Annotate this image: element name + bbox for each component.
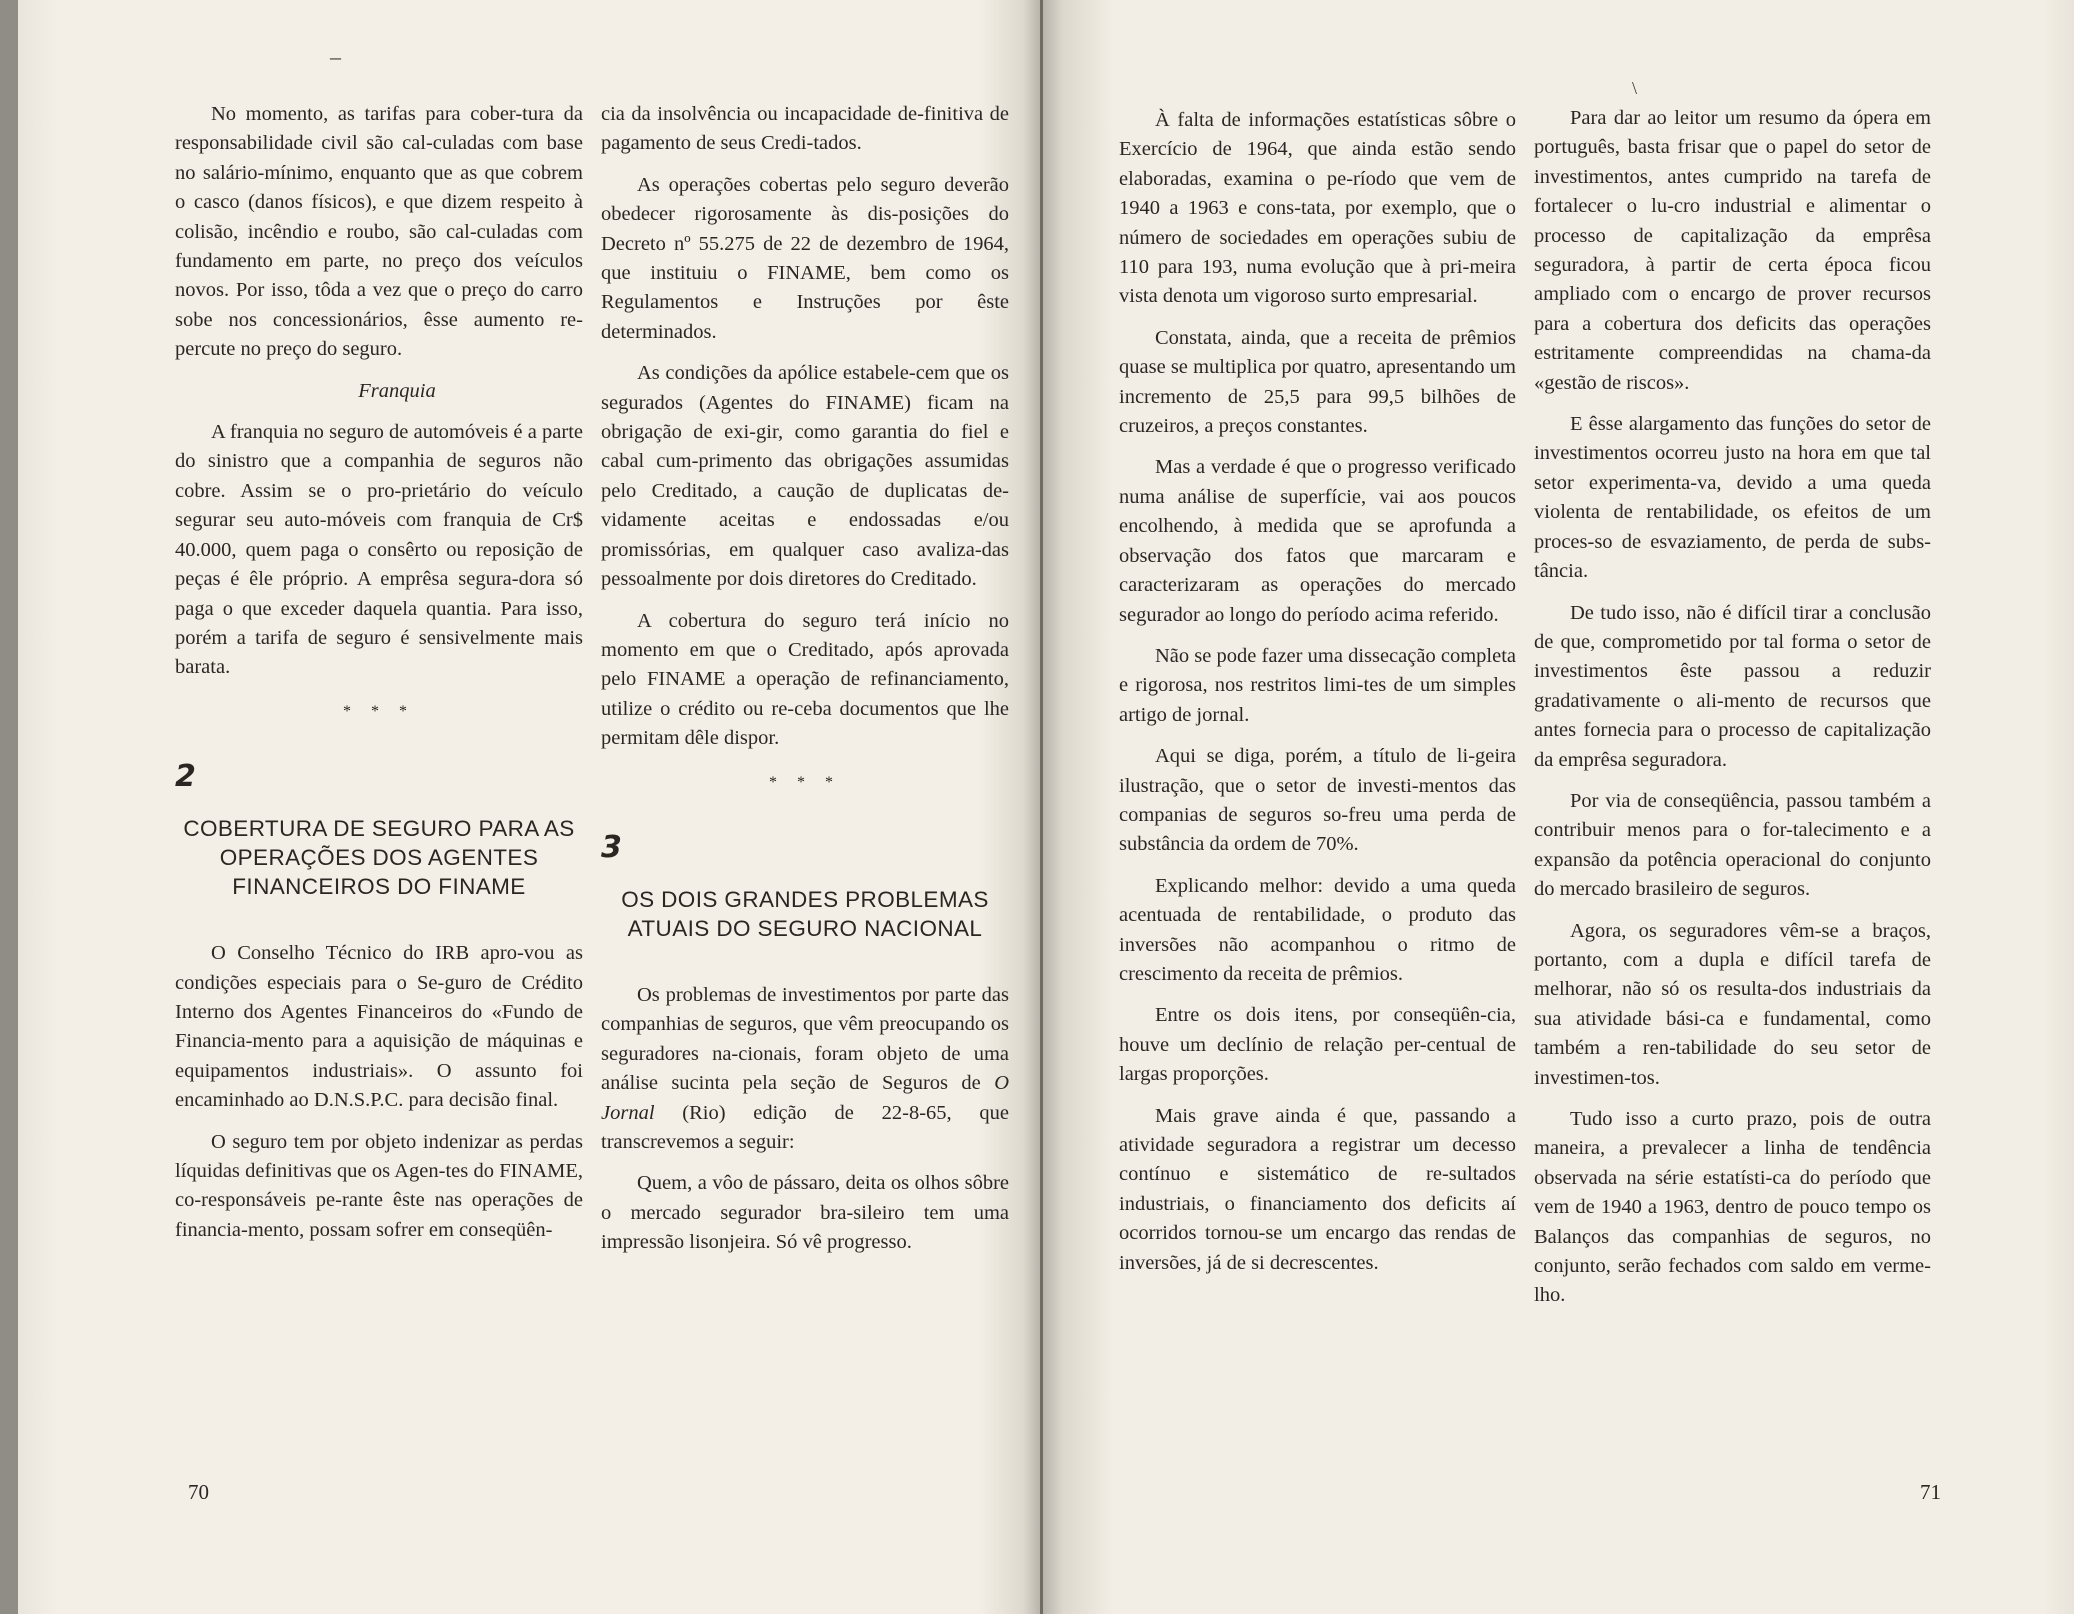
paragraph: Entre os dois itens, por conseqüên-cia, houve um declínio de relação per-centual de largas proporções. [1119, 1004, 1516, 1086]
paragraph [601, 981, 1009, 1157]
section-number: 2 [175, 759, 196, 795]
paragraph: Não se pode fazer uma dissecação completa e rigorosa, nos restritos limi-tes de um simples artigo de jornal. [1119, 644, 1516, 726]
section-heading: OS DOIS GRANDES PROBLEMAS ATUAIS DO SEGURO NACIONAL [621, 886, 989, 941]
section-number: 3 [601, 829, 622, 865]
paragraph: A franquia no seguro de automóveis é a parte do sinistro que a companhia de seguros não cobre. Assim se o pro-prietário do veículo segurar seu auto-móveis com franquia de Cr$ 40.000, quem paga o consêrto ou reposição de peças é êle próprio. A emprêsa segura-dora só paga o que exceder daquela quantia. Para isso, porém a tarifa de seguro é sensivelmente mais barata. [175, 421, 583, 679]
right-column-1 [1119, 106, 1516, 1290]
section-separator: * * * [769, 773, 841, 791]
section-separator: * * * [343, 702, 415, 720]
paragraph: As operações cobertas pelo seguro deverão obedecer rigorosamente às dis-posições do Decreto nº 55.275 de 22 de dezembro de 1964, que instituiu o FINAME, bem como os Regulamentos e Instruções por êste determinados. [601, 173, 1009, 343]
right-column-2 [1534, 104, 1931, 1323]
paragraph: Aqui se diga, porém, a título de li-geira ilustração, que o setor de investi-mentos das companias de seguros so-freu uma perda de substância da ordem de 70%. [1119, 745, 1516, 856]
paragraph: Constata, ainda, que a receita de prêmios quase se multiplica por quatro, apresentando um incremento de 25,5 para 99,5 bilhões de cruzeiros, a preços constantes. [1119, 326, 1516, 438]
paragraph-text: (Rio) edição de 22-8-65, que transcrevemos a seguir: [601, 1101, 1009, 1153]
left-column-2 [601, 100, 1009, 1270]
page-number: 70 [188, 1480, 209, 1504]
paragraph: Tudo isso a curto prazo, pois de outra maneira, a prevalecer a linha de tendência observada na série estatísti-ca do período que vem de 1940 a 1963, dentro de pouco tempo os Balanços das companhias de seguros, no conjunto, serão fechados com saldo em verme-lho. [1534, 1108, 1931, 1307]
newspaper-title: O Jornal [601, 1072, 1010, 1124]
paragraph: As condições da apólice estabele-cem que os segurados (Agentes do FINAME) ficam na obrigação de exi-gir, como garantia do fiel e cabal cum-primento das obrigações assumidas pelo Creditado, a caução de duplicatas de-vidamente aceitas e endossadas e/ou promissórias, em qualquer caso avaliza-das pessoalmente por dois diretores do Creditado. [601, 362, 1009, 591]
page-number: 71 [1920, 1480, 1941, 1504]
paragraph: À falta de informações estatísticas sôbre o Exercício de 1964, que ainda estão sendo elaboradas, examina o pe-ríodo que vem de 1940 a 1963 e cons-tata, por exemplo, que o número de sociedades em operações subiu de 110 para 193, numa evolução que à pri-meira vista denota um vigoroso surto empresarial. [1119, 109, 1516, 308]
paragraph: E êsse alargamento das funções do setor de investimentos ocorreu justo na hora em que tal setor experimenta-va, devido a uma queda violenta de rentabilidade, os efeitos de um proces-so de esvaziamento, de perda de subs-tância. [1534, 413, 1931, 583]
paragraph: Quem, a vôo de pássaro, deita os olhos sôbre o mercado segurador bra-sileiro tem uma impressão lisonjeira. Só vê progresso. [601, 1172, 1009, 1254]
left-column-1 [175, 100, 583, 1257]
paragraph-text: Os problemas de investimentos por parte das companhias de seguros, que vêm preocupando os seguradores na-cionais, foram objeto de uma análise sucinta pela seção de Seguros de [601, 983, 1009, 1095]
section-heading: COBERTURA DE SEGURO PARA AS OPERAÇÕES DOS AGENTES FINANCEIROS DO FINAME [183, 816, 575, 900]
paragraph: cia da insolvência ou incapacidade de-finitiva de pagamento de seus Credi-tados. [601, 103, 1009, 155]
paragraph: A cobertura do seguro terá início no momento em que o Creditado, após aprovada pelo FINAME a operação de refinanciamento, utilize o crédito ou re-ceba documentos que lhe permitam dêle dispor. [601, 609, 1009, 750]
paragraph: Agora, os seguradores vêm-se a braços, portanto, com a dupla e difícil tarefa de melhorar, não só os resulta-dos industriais da sua atividade bási-ca e fundamental, como também a ren-tabilidade do seu setor de investimen-tos. [1534, 919, 1931, 1089]
paragraph: Por via de conseqüência, passou também a contribuir menos para o for-talecimento e a expansão da potência operacional do conjunto do mercado brasileiro de seguros. [1534, 789, 1931, 901]
ink-mark: – [330, 44, 341, 69]
ink-mark: \ [1632, 78, 1638, 98]
paragraph: Explicando melhor: devido a uma queda acentuada de rentabilidade, o produto das inversões não acompanhou o ritmo de crescimento da receita de prêmios. [1119, 874, 1516, 985]
paragraph: De tudo isso, não é difícil tirar a conclusão de que, comprometido por tal forma o setor de investimentos êste passou a reduzir gradativamente o ali-mento de recursos que antes fornecia para o processo de capitalização da emprêsa seguradora. [1534, 601, 1931, 771]
paragraph: Mas a verdade é que o progresso verificado numa análise de superfície, vai aos poucos encolhendo, à medida que se aprofunda a observação dos fatos que marcaram e caracterizaram as operações do mercado segurador ao longo do período acima referido. [1119, 456, 1516, 626]
paragraph: Para dar ao leitor um resumo da ópera em português, basta frisar que o papel do setor de investimentos, antes cumprido na tarefa de fortalecer o lu-cro industrial e alimentar o processo de capitalização da emprêsa seguradora, à partir de certa época ficou ampliado com o encargo de prover recursos para a cobertura dos deficits das operações estritamente compreendidas na chama-da «gestão de riscos». [1534, 107, 1931, 394]
paragraph: O Conselho Técnico do IRB apro-vou as condições especiais para o Se-guro de Crédito Interno dos Agentes Financeiros do «Fundo de Financia-mento para a aquisição de máquinas e equipamentos industriais». O assunto foi encaminhado ao D.N.S.P.C. para decisão final. [175, 942, 583, 1112]
paragraph: Mais grave ainda é que, passando a atividade seguradora a registrar um decesso contínuo e sistemático de re-sultados industriais, o financiamento dos deficits aí ocorridos tornou-se um encargo das rendas de inversões, já de si decrescentes. [1119, 1104, 1516, 1274]
paragraph: O seguro tem por objeto indenizar as perdas líquidas definitivas que os Agen-tes do FINAME, co-responsáveis pe-rante êste nas operações de financia-mento, possam sofrer em conseqüên- [175, 1130, 583, 1241]
subheading-franquia: Franquia [358, 379, 436, 402]
paragraph: No momento, as tarifas para cober-tura da responsabilidade civil são cal-culadas com base no salário-mínimo, enquanto que as que cobrem o casco (danos físicos), e que dizem respeito à colisão, incêndio e roubo, são cal-culadas com fundamento em parte, no preço dos veículos novos. Por isso, tôda a vez que o preço do carro sobe nos concessionários, êsse aumento re-percute no preço do seguro. [175, 103, 583, 361]
